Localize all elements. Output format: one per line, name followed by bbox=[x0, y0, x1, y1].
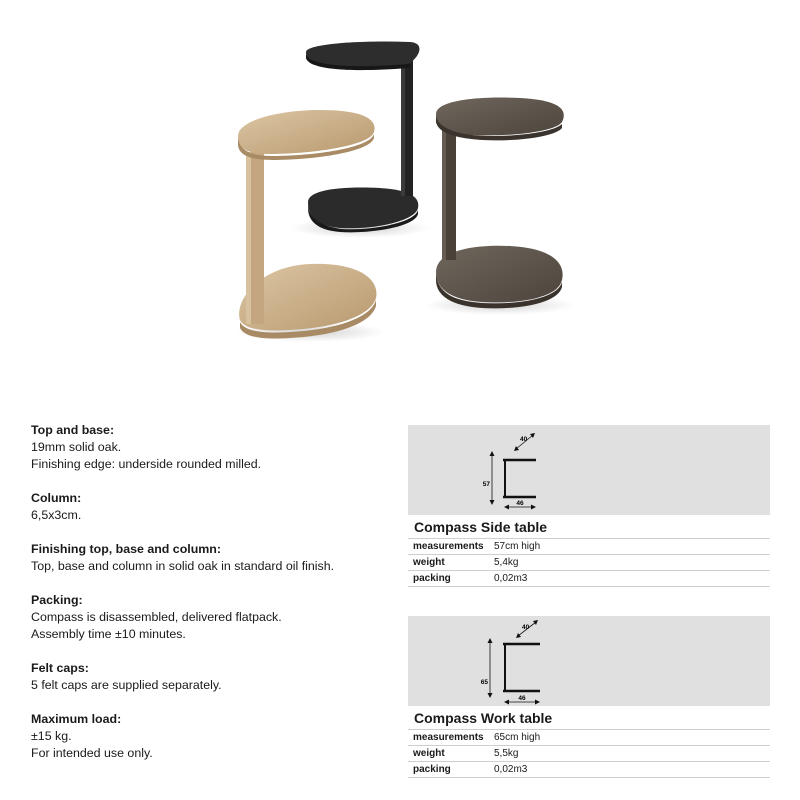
spec-title: Maximum load: bbox=[31, 712, 122, 726]
specifications bbox=[31, 422, 391, 779]
spec-line: For intended use only. bbox=[31, 746, 153, 760]
table-row bbox=[408, 539, 770, 555]
dimension-diagram bbox=[408, 616, 770, 706]
width-label: 46 bbox=[518, 695, 526, 702]
dimension-drawing bbox=[408, 616, 770, 706]
product-specs-table bbox=[408, 729, 770, 778]
spec-felt-caps bbox=[31, 660, 391, 694]
table-row bbox=[408, 555, 770, 571]
smoked-table bbox=[425, 98, 575, 315]
spec-line: 6,5x3cm. bbox=[31, 508, 82, 522]
spec-title: Column: bbox=[31, 491, 82, 505]
row-value: 0,02m3 bbox=[489, 571, 770, 587]
spec-title: Finishing top, base and column: bbox=[31, 542, 221, 556]
product-name: Compass Side table bbox=[414, 519, 548, 535]
depth-label: 40 bbox=[522, 624, 530, 631]
row-value: 0,02m3 bbox=[489, 762, 770, 778]
table-row bbox=[408, 762, 770, 778]
height-label: 57 bbox=[482, 481, 490, 488]
spec-title: Felt caps: bbox=[31, 661, 89, 675]
row-label: measurements bbox=[408, 730, 489, 746]
spec-maximum-load bbox=[31, 711, 391, 762]
spec-line: ±15 kg. bbox=[31, 729, 72, 743]
spec-line: Top, base and column in solid oak in standard oil finish. bbox=[31, 559, 335, 573]
spec-line: Assembly time ±10 minutes. bbox=[31, 627, 186, 641]
spec-title: Top and base: bbox=[31, 423, 115, 437]
product-specs-table bbox=[408, 538, 770, 587]
spec-packing bbox=[31, 592, 391, 643]
spec-line: 19mm solid oak. bbox=[31, 440, 122, 454]
row-label: packing bbox=[408, 571, 489, 587]
table-row bbox=[408, 571, 770, 587]
row-label: packing bbox=[408, 762, 489, 778]
product-photo bbox=[220, 30, 580, 350]
spec-finishing bbox=[31, 541, 391, 575]
table-row bbox=[408, 746, 770, 762]
width-label: 46 bbox=[516, 500, 524, 507]
row-value: 5,5kg bbox=[489, 746, 770, 762]
depth-label: 40 bbox=[520, 436, 528, 443]
spec-top-and-base bbox=[31, 422, 391, 473]
row-label: measurements bbox=[408, 539, 489, 555]
spec-column bbox=[31, 490, 391, 524]
row-value: 57cm high bbox=[489, 539, 770, 555]
table-row bbox=[408, 730, 770, 746]
product-side-table bbox=[408, 425, 770, 587]
height-label: 65 bbox=[480, 679, 488, 686]
product-work-table bbox=[408, 616, 770, 778]
spec-line: 5 felt caps are supplied separately. bbox=[31, 678, 222, 692]
spec-title: Packing: bbox=[31, 593, 83, 607]
spec-line: Compass is disassembled, delivered flatpack. bbox=[31, 610, 282, 624]
row-value: 65cm high bbox=[489, 730, 770, 746]
product-name: Compass Work table bbox=[414, 710, 553, 726]
spec-line: Finishing edge: underside rounded milled. bbox=[31, 457, 262, 471]
row-label: weight bbox=[408, 555, 489, 571]
row-label: weight bbox=[408, 746, 489, 762]
row-value: 5,4kg bbox=[489, 555, 770, 571]
dimension-diagram bbox=[408, 425, 770, 515]
dimension-drawing bbox=[408, 425, 770, 515]
